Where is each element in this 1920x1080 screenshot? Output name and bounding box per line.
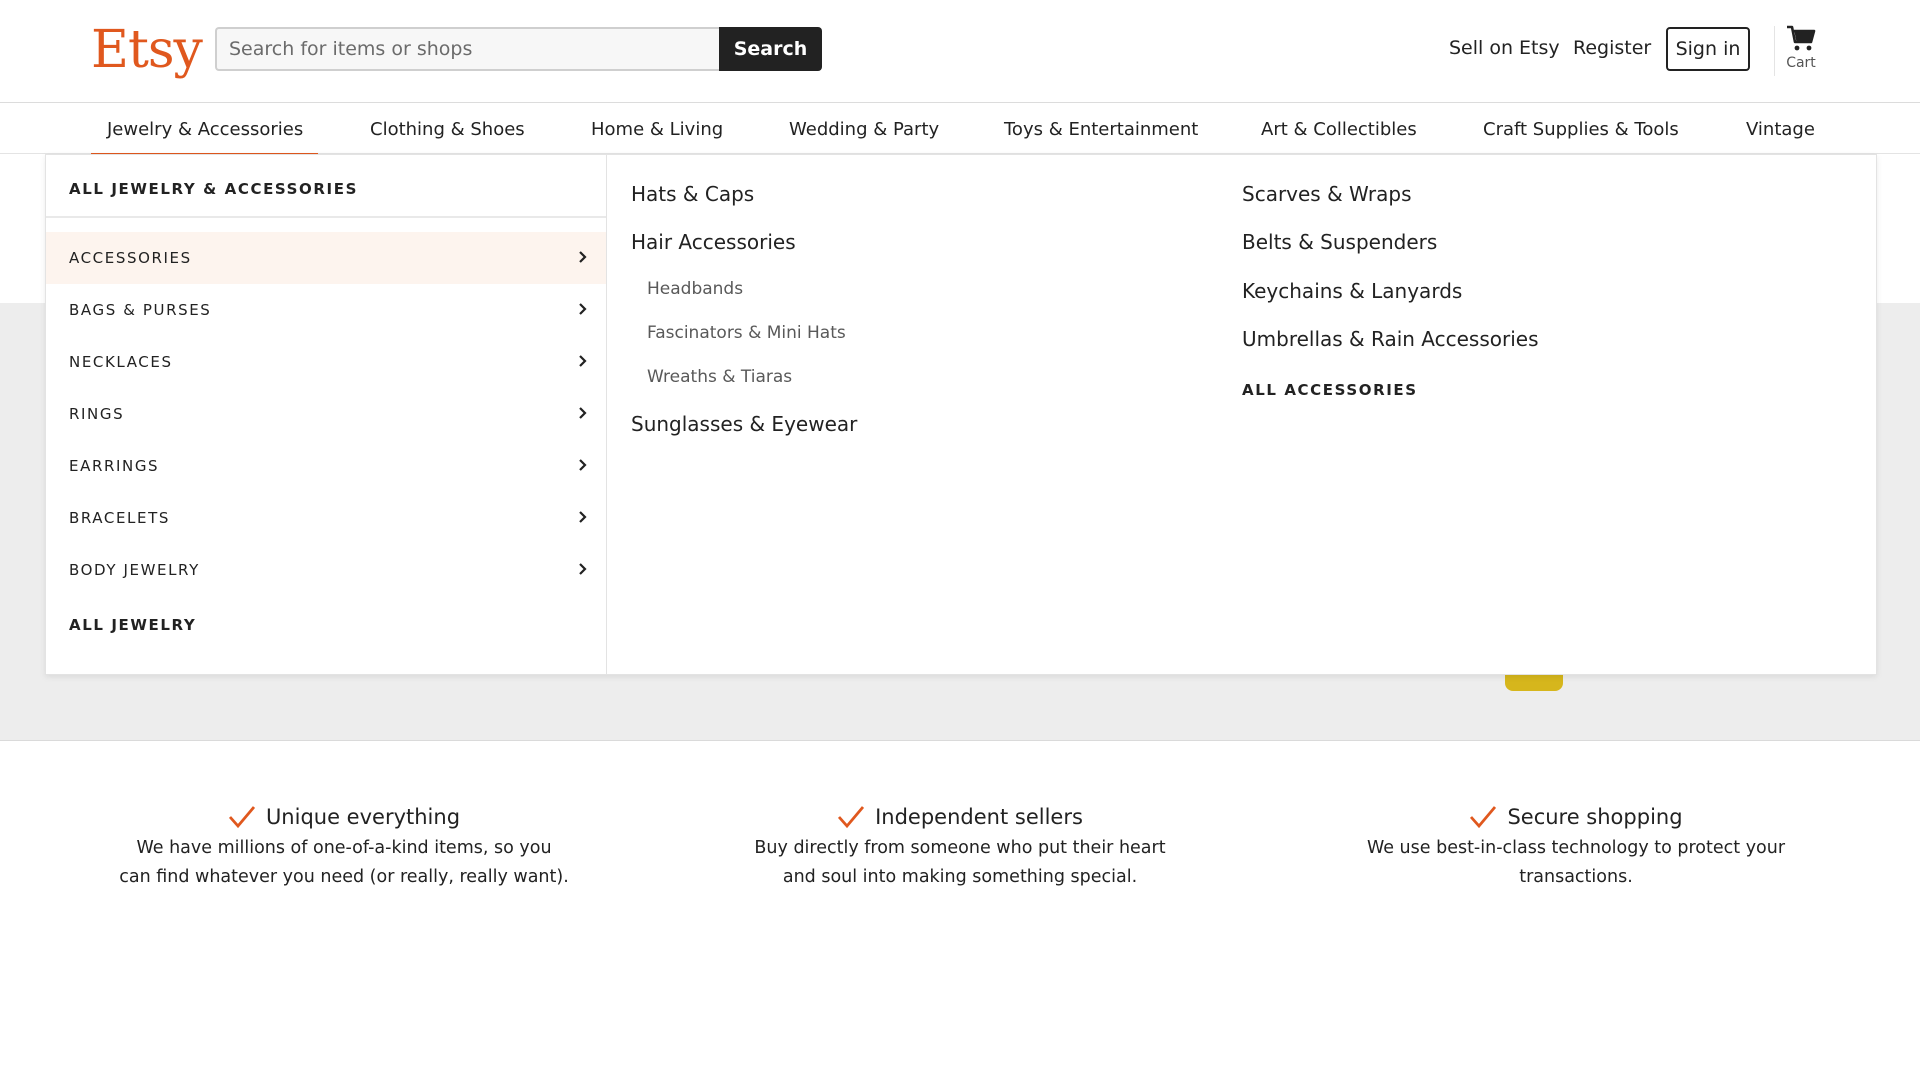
category-tab-vintage[interactable]: Vintage xyxy=(1746,119,1815,140)
value-prop-line: Buy directly from someone who put their heart xyxy=(754,838,1166,858)
value-prop-heading xyxy=(64,800,624,834)
sign-in-button[interactable]: Sign in xyxy=(1666,27,1750,71)
subcategory-rings[interactable] xyxy=(46,388,606,440)
site-header xyxy=(0,0,1920,103)
cart-button[interactable] xyxy=(1781,24,1821,71)
category-tab-jewelry-accessories[interactable]: Jewelry & Accessories xyxy=(107,119,304,140)
subcategory-necklaces[interactable] xyxy=(46,336,606,388)
chevron-right-icon xyxy=(577,404,589,422)
value-prop-line: transactions. xyxy=(1519,867,1633,887)
subcategory-label: ACCESSORIES xyxy=(69,249,192,267)
chevron-right-icon xyxy=(577,300,589,318)
hero-product-image xyxy=(1505,673,1563,691)
value-prop-title: Secure shopping xyxy=(1507,805,1683,829)
value-prop-line: We have millions of one-of-a-kind items, so you xyxy=(136,838,552,858)
subcategory-label: RINGS xyxy=(69,405,125,423)
value-prop-text xyxy=(1296,834,1856,892)
subcategory-body-jewelry[interactable] xyxy=(46,544,606,596)
value-prop-heading xyxy=(680,800,1240,834)
value-prop-text xyxy=(680,834,1240,892)
sell-on-etsy-link[interactable]: Sell on Etsy xyxy=(1449,37,1560,59)
subcategory-bracelets[interactable] xyxy=(46,492,606,544)
subcategory-label: BAGS & PURSES xyxy=(69,301,212,319)
header-divider xyxy=(1774,26,1775,76)
cart-icon xyxy=(1786,24,1816,52)
checkmark-icon xyxy=(837,805,865,829)
register-link[interactable]: Register xyxy=(1573,37,1652,59)
category-nav xyxy=(0,103,1920,154)
chevron-right-icon xyxy=(577,508,589,526)
value-prop-unique xyxy=(64,800,624,892)
value-prop-title: Unique everything xyxy=(265,805,461,829)
mega-menu-sidebar xyxy=(46,155,607,674)
subcategory-accessories[interactable] xyxy=(46,232,606,284)
category-tab-home-living[interactable]: Home & Living xyxy=(591,119,724,140)
mega-menu xyxy=(45,154,1877,675)
value-prop-secure xyxy=(1296,800,1856,892)
category-tab-clothing-shoes[interactable]: Clothing & Shoes xyxy=(370,119,525,140)
value-prop-line: We use best-in-class technology to protect your xyxy=(1366,838,1786,858)
category-tab-toys-entertainment[interactable]: Toys & Entertainment xyxy=(1004,119,1199,140)
subcategory-label: BRACELETS xyxy=(69,509,170,527)
keychains-lanyards-link[interactable]: Keychains & Lanyards xyxy=(1242,279,1463,303)
value-prop-sellers xyxy=(680,800,1240,892)
value-prop-heading xyxy=(1296,800,1856,834)
category-tab-wedding-party[interactable]: Wedding & Party xyxy=(789,119,940,140)
checkmark-icon xyxy=(228,805,256,829)
headbands-link[interactable]: Headbands xyxy=(647,279,744,299)
search-button[interactable]: Search xyxy=(719,27,822,71)
hair-accessories-link[interactable]: Hair Accessories xyxy=(631,230,796,254)
belts-suspenders-link[interactable]: Belts & Suspenders xyxy=(1242,230,1438,254)
cart-label: Cart xyxy=(1786,55,1816,71)
chevron-right-icon xyxy=(577,560,589,578)
checkmark-icon xyxy=(1469,805,1497,829)
hats-caps-link[interactable]: Hats & Caps xyxy=(631,182,755,206)
category-tab-art-collectibles[interactable]: Art & Collectibles xyxy=(1261,119,1417,140)
subcategory-label: NECKLACES xyxy=(69,353,173,371)
subcategory-label: BODY JEWELRY xyxy=(69,561,200,579)
all-accessories-link[interactable]: ALL ACCESSORIES xyxy=(1242,381,1418,399)
all-jewelry-link[interactable]: ALL JEWELRY xyxy=(69,616,197,634)
chevron-right-icon xyxy=(577,456,589,474)
subcategory-earrings[interactable] xyxy=(46,440,606,492)
fascinators-mini-hats-link[interactable]: Fascinators & Mini Hats xyxy=(647,323,846,343)
all-jewelry-accessories-link[interactable]: ALL JEWELRY & ACCESSORIES xyxy=(69,180,358,198)
scarves-wraps-link[interactable]: Scarves & Wraps xyxy=(1242,182,1412,206)
subcategory-bags-purses[interactable] xyxy=(46,284,606,336)
category-tab-craft-supplies-tools[interactable]: Craft Supplies & Tools xyxy=(1483,119,1679,140)
search-input[interactable] xyxy=(215,27,719,71)
wreaths-tiaras-link[interactable]: Wreaths & Tiaras xyxy=(647,367,793,387)
value-prop-line: and soul into making something special. xyxy=(782,867,1138,887)
etsy-logo[interactable]: Etsy xyxy=(91,20,202,80)
value-prop-text xyxy=(64,834,624,892)
sidebar-divider xyxy=(46,216,606,218)
umbrellas-rain-accessories-link[interactable]: Umbrellas & Rain Accessories xyxy=(1242,327,1539,351)
value-prop-line: can find whatever you need (or really, really want). xyxy=(119,867,569,887)
subcategory-label: EARRINGS xyxy=(69,457,160,475)
sunglasses-eyewear-link[interactable]: Sunglasses & Eyewear xyxy=(631,412,858,436)
value-prop-title: Independent sellers xyxy=(875,805,1083,829)
chevron-right-icon xyxy=(577,248,589,266)
chevron-right-icon xyxy=(577,352,589,370)
